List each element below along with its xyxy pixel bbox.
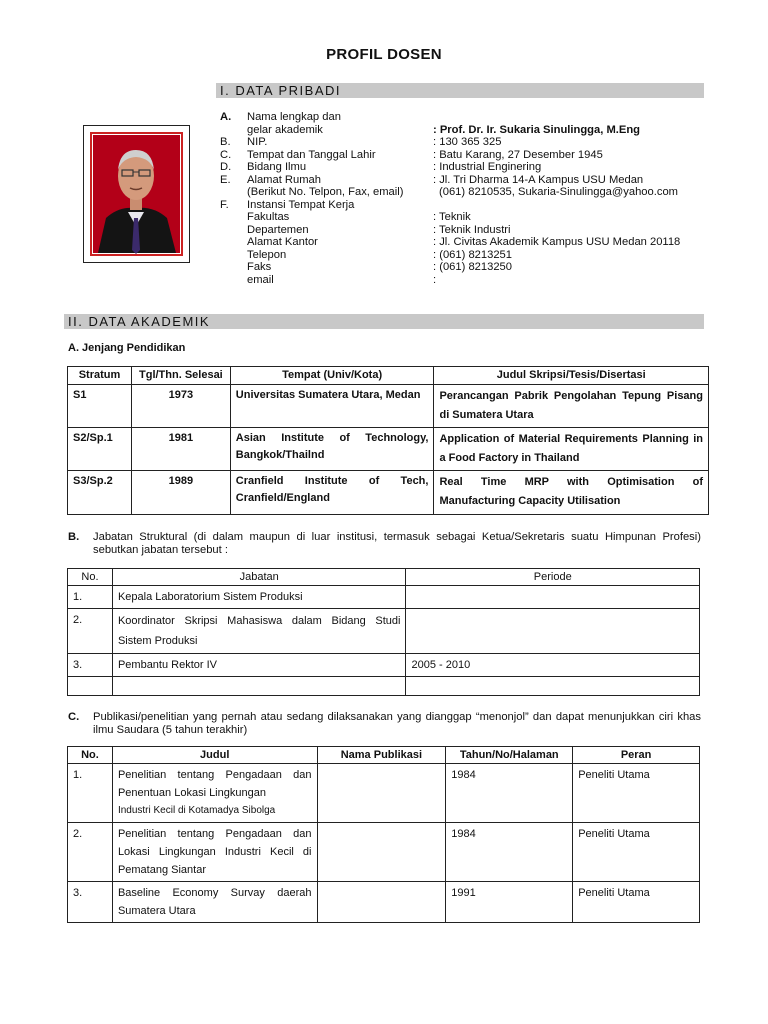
table-row bbox=[68, 677, 700, 696]
section-data-pribadi: I. DATA PRIBADI bbox=[216, 83, 704, 98]
column-header: Judul bbox=[112, 747, 317, 764]
full-name: : Prof. Dr. Ir. Sukaria Sinulingga, M.Eng bbox=[433, 123, 641, 136]
bio-row: (Berikut No. Telpon, Fax, email) (061) 8210535, Sukaria-Sinulingga@yahoo.com bbox=[247, 186, 678, 198]
structural-position-intro: B. Jabatan Struktural (di dalam maupun di luar institusi, termasuk sebagai Ketua/Sekretaris suatu Himpunan Profesi) sebutkan jabatan tersebut : bbox=[68, 531, 701, 556]
publication-intro: C. Publikasi/penelitian yang pernah atau sedang dilaksanakan yang dianggap “menonjol” dan dapat menunjukkan ciri khas ilmu Saudara (5 tahun terakhir) bbox=[68, 711, 701, 736]
portrait-image bbox=[84, 126, 189, 262]
bio-row: Faks : (061) 8213250 bbox=[247, 261, 512, 273]
bio-row: Alamat Kantor : Jl. Civitas Akademik Kampus USU Medan 20118 bbox=[247, 236, 681, 248]
table-row: 3. Pembantu Rektor IV 2005 - 2010 bbox=[68, 654, 700, 677]
column-header: Judul Skripsi/Tesis/Disertasi bbox=[434, 367, 709, 385]
education-heading: A. Jenjang Pendidikan bbox=[68, 342, 186, 354]
bio-row: email : bbox=[247, 273, 437, 286]
table-header-row bbox=[68, 367, 709, 385]
bio-row: D. Bidang Ilmu : Industrial Enginering bbox=[220, 161, 542, 173]
column-header: Nama Publikasi bbox=[317, 747, 446, 764]
bio-row: C. Tempat dan Tanggal Lahir : Batu Karang, 27 Desember 1945 bbox=[220, 148, 603, 161]
table-row: 1. Kepala Laboratorium Sistem Produksi bbox=[68, 586, 700, 609]
education-table bbox=[67, 366, 709, 515]
personal-data bbox=[220, 111, 710, 286]
page-title: PROFIL DOSEN bbox=[326, 46, 442, 63]
column-header: Tahun/No/Halaman bbox=[446, 747, 573, 764]
profile-photo bbox=[83, 125, 190, 263]
column-header: Periode bbox=[406, 569, 700, 586]
table-header-row bbox=[68, 747, 700, 764]
bio-row: Departemen : Teknik Industri bbox=[247, 223, 511, 236]
table-row: S1 1973 Universitas Sumatera Utara, Medan Perancangan Pabrik Pengolahan Tepung Pisang di Sumatera Utara bbox=[68, 385, 709, 428]
column-header: No. bbox=[68, 747, 113, 764]
bio-row: B. NIP. : 130 365 325 bbox=[220, 136, 502, 148]
column-header: Stratum bbox=[68, 367, 132, 385]
bio-row: E. Alamat Rumah : Jl. Tri Dharma 14-A Kampus USU Medan bbox=[220, 173, 644, 186]
table-row: 3. Baseline Economy Survay daerah Sumatera Utara 1991 Peneliti Utama bbox=[68, 882, 700, 923]
table-row: 2. Koordinator Skripsi Mahasiswa dalam Bidang Studi Sistem Produksi bbox=[68, 609, 700, 654]
bio-row: F. Instansi Tempat Kerja bbox=[220, 198, 355, 211]
bio-row: gelar akademik : Prof. Dr. Ir. Sukaria Sinulingga, M.Eng bbox=[220, 124, 710, 137]
column-header: Tempat (Univ/Kota) bbox=[230, 367, 434, 385]
table-header-row bbox=[68, 569, 700, 586]
column-header: Peran bbox=[573, 747, 700, 764]
bio-row: Fakultas : Teknik bbox=[247, 211, 471, 223]
table-row: S2/Sp.1 1981 Asian Institute of Technology, Bangkok/Thailnd Application of Material Requirements Planning in a Food Factory in Thailand bbox=[68, 428, 709, 471]
table-row: 2. Penelitian tentang Pengadaan dan Lokasi Lingkungan Industri Kecil di Pematang Siantar 1984 Peneliti Utama bbox=[68, 823, 700, 882]
table-row: S3/Sp.2 1989 Cranfield Institute of Tech, Cranfield/England Real Time MRP with Optimisation of Manufacturing Capacity Utilisation bbox=[68, 471, 709, 515]
structural-position-table bbox=[67, 568, 700, 696]
section-data-akademik: II. DATA AKADEMIK bbox=[64, 314, 704, 329]
publication-table bbox=[67, 746, 700, 923]
column-header: No. bbox=[68, 569, 113, 586]
bio-row: A. Nama lengkap dan bbox=[220, 111, 341, 123]
bio-row: Telepon : (061) 8213251 bbox=[247, 248, 512, 261]
column-header: Jabatan bbox=[112, 569, 406, 586]
column-header: Tgl/Thn. Selesai bbox=[131, 367, 230, 385]
table-row: 1. Penelitian tentang Pengadaan dan Penentuan Lokasi Lingkungan Industri Kecil di Kotamadya Sibolga 1984 Peneliti Utama bbox=[68, 764, 700, 823]
